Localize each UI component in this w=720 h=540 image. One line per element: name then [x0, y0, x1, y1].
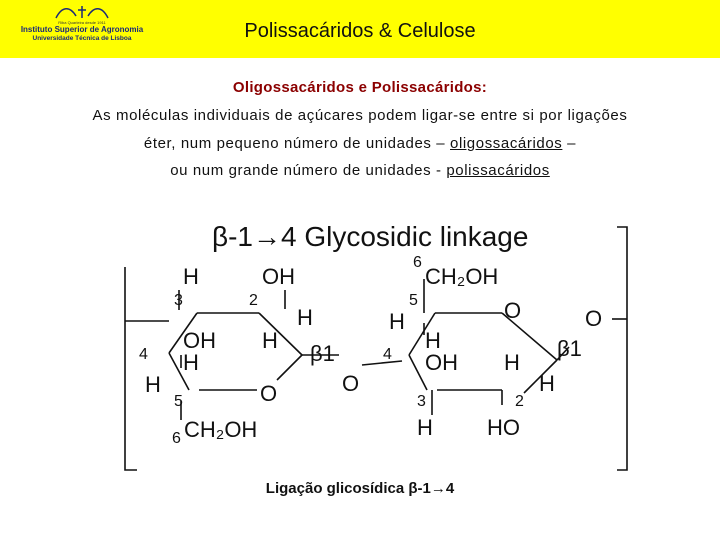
atom-ch2oh: CH₂OH [425, 264, 499, 289]
carbon-number-5: 5 [174, 393, 183, 410]
atom-h: H [425, 328, 441, 353]
atom-oh: OH [425, 350, 458, 375]
diagram-heading: β-1→4 Glycosidic linkage [212, 221, 529, 252]
logo-tagline: Riba Quarleira desde 1911 [58, 20, 106, 25]
glycosidic-linkage-diagram [117, 205, 633, 473]
atom-h: H [504, 350, 520, 375]
atom-h: H [183, 264, 199, 289]
carbon-number-2: 2 [249, 292, 258, 309]
atom-h: H [389, 309, 405, 334]
logo-emblem-icon [52, 4, 112, 20]
oligosaccharides-term: oligossacáridos [450, 135, 563, 152]
title-bar [0, 0, 720, 58]
carbon-number-6: 6 [172, 430, 181, 447]
polysaccharides-term: polissacáridos [446, 162, 550, 179]
body-text-line-2-prefix: éter, num pequeno número de unidades – [143, 135, 450, 152]
logo-university-name: Universidade Técnica de Lisboa [32, 35, 132, 42]
bridge-oxygen-right: O [585, 306, 603, 331]
body-text-line-2 [0, 135, 720, 152]
body-text-line-1: As moléculas individuais de açúcares podem ligar-se entre si por ligações [92, 107, 628, 124]
body-text-line-2-suffix: – [562, 135, 577, 152]
body-text-line-3-prefix: ou num grande número de unidades - [170, 162, 447, 179]
logo-institute-name: Instituto Superior de Agronomia [20, 25, 144, 34]
ring-oxygen-1: O [260, 381, 278, 406]
atom-oh: OH [262, 264, 295, 289]
atom-ho: HO [487, 415, 520, 440]
bridge-oxygen: O [342, 371, 360, 396]
carbon-number-2: 2 [515, 393, 524, 410]
carbon-number-3: 3 [174, 292, 183, 309]
carbon-number-3: 3 [417, 393, 426, 410]
atom-ch2oh: CH₂OH [184, 417, 258, 442]
carbon-number-5: 5 [409, 292, 418, 309]
institution-logo [8, 4, 156, 54]
figure-caption: Ligação glicosídica β-1→4 [265, 480, 455, 497]
carbon-number-4: 4 [383, 346, 392, 363]
atom-h: H [539, 371, 555, 396]
beta1-label: β1 [310, 341, 335, 366]
atom-h: H [417, 415, 433, 440]
carbon-number-6: 6 [413, 254, 422, 271]
slide-title: Polissacáridos & Celulose [244, 20, 476, 42]
atom-h: H [262, 328, 278, 353]
body-text-line-3 [0, 162, 720, 179]
atom-h: H [145, 372, 161, 397]
atom-h: H [297, 305, 313, 330]
beta1-label: β1 [557, 336, 582, 361]
atom-oh: OH [183, 328, 216, 353]
section-subtitle: Oligossacáridos e Polissacáridos: [232, 79, 488, 96]
ring-oxygen-2: O [504, 298, 522, 323]
carbon-number-4: 4 [139, 346, 148, 363]
atom-h: H [183, 350, 199, 375]
